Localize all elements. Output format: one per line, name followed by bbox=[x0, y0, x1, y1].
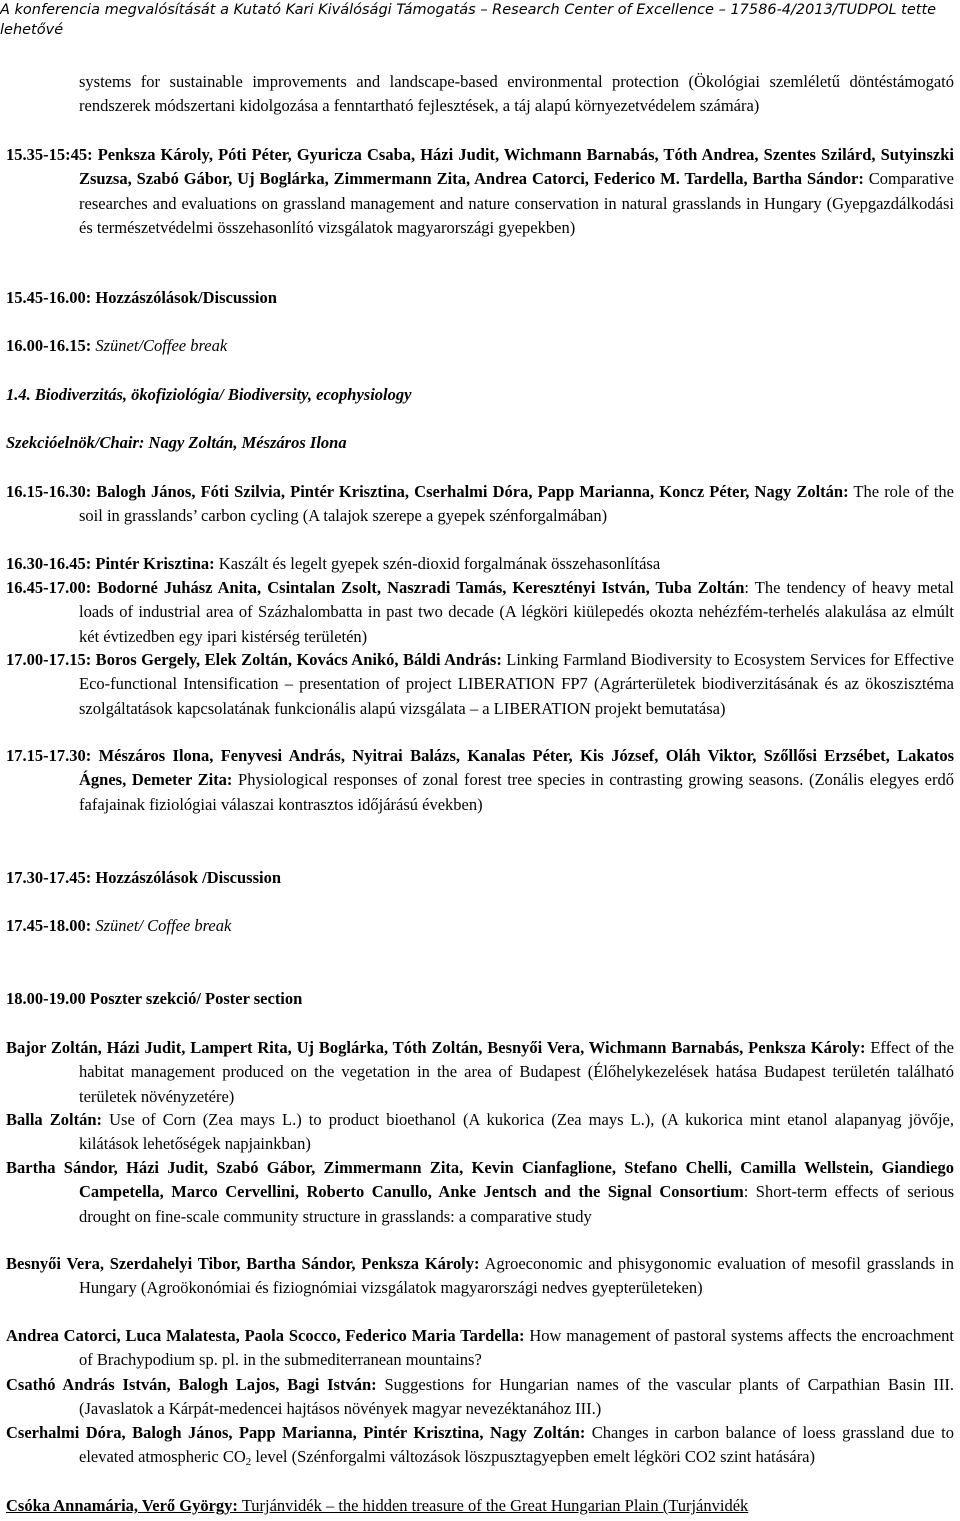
talk-1630: 16.30-16.45: Pintér Krisztina: Kaszált és legelt gyepek szén-dioxid forgalmának összehasonlítása bbox=[6, 554, 661, 573]
poster-8: Csóka Annamária, Verő György: Turjánvidék – the hidden treasure of the Great Hungarian Plain (Turjánvidék bbox=[6, 1496, 749, 1515]
coffee-break-1: 16.00-16.15: Szünet/Coffee break bbox=[6, 336, 228, 355]
section-title: 1.4. Biodiverzitás, ökofiziológia/ Biodiversity, ecophysiology bbox=[6, 385, 412, 404]
talk-1535 bbox=[6, 143, 954, 240]
talk-authors: Penksza Károly, Póti Péter, Gyuricza Csaba, Házi Judit, Wichmann Barnabás, Tóth Andrea, Szentes Szilárd, Sutyinszki Zsuzsa, Szabó Gábor, Uj Boglárka, Zimmermann Zita, Andrea Catorci, Federico M. Tardella, Bartha Sándor: bbox=[79, 145, 954, 189]
talk-1700: 17.00-17.15: Boros Gergely, Elek Zoltán, Kovács Anikó, Báldi András: Linking Farmland Biodiversity to Ecosystem Services for Effective Eco-functional Intensification – presentation of project LIBERATION FP7 (Agrárterületek biodiverzitásának és az ökoszisztéma szolgáltatások kapcsolatának funkcionális alapú vizsgálata – a LIBERATION projekt bemutatása) bbox=[6, 650, 954, 718]
poster-2: Balla Zoltán: Use of Corn (Zea mays L.) to product bioethanol (A kukorica (Zea mays L.), (A kukorica mint etanol alapanyag jövője, kilátások lehetőségek napjainkban) bbox=[6, 1110, 954, 1154]
coffee-break-2: 17.45-18.00: Szünet/ Coffee break bbox=[6, 916, 232, 935]
section-chair: Szekcióelnök/Chair: Nagy Zoltán, Mészáros Ilona bbox=[6, 433, 347, 452]
poster-section-title: 18.00-19.00 Poszter szekció/ Poster section bbox=[6, 989, 303, 1008]
intro-continuation: systems for sustainable improvements and landscape-based environmental protection (Ökológiai szemléletű döntéstámogató rendszerek módszertani kidolgozása a fenntartható fejlesztések, a táj alapú környezetvédelem számára) bbox=[79, 72, 954, 116]
talk-time: 15.35-15:45: bbox=[6, 145, 93, 164]
poster-6: Csathó András István, Balogh Lajos, Bagi István: Suggestions for Hungarian names of the vascular plants of Carpathian Basin III. (Javaslatok a Kárpát-medencei hajtásos növények magyar nevezéktanához III.) bbox=[6, 1375, 954, 1419]
discussion-2: 17.30-17.45: Hozzászólások /Discussion bbox=[6, 868, 282, 887]
header-text: A konferencia megvalósítását a Kutató Kari Kiválósági Támogatás – Research Center of Excellence – 17586-4/2013/TUDPOL tette lehetővé bbox=[0, 2, 937, 38]
talk-title: Comparative researches and evaluations on grassland management and nature conservation in natural grasslands in Hungary (Gyepgazdálkodási és természetvédelmi összehasonlító vizsgálatok magyarországi gyepekben) bbox=[79, 169, 954, 237]
discussion-1: 15.45-16.00: Hozzászólások/Discussion bbox=[6, 288, 277, 307]
poster-5: Andrea Catorci, Luca Malatesta, Paola Scocco, Federico Maria Tardella: How management of pastoral systems affects the encroachment of Brachypodium sp. pl. in the submediterranean mountains? bbox=[6, 1326, 954, 1370]
talk-1615: 16.15-16.30: Balogh János, Fóti Szilvia, Pintér Krisztina, Cserhalmi Dóra, Papp Marianna, Koncz Péter, Nagy Zoltán: The role of the soil in grasslands’ carbon cycling (A talajok szerepe a gyepek szénforgalmában) bbox=[6, 482, 954, 526]
poster-3: Bartha Sándor, Házi Judit, Szabó Gábor, Zimmermann Zita, Kevin Cianfaglione, Stefano Chelli, Camilla Wellstein, Giandiego Campetella, Marco Cervellini, Roberto Canullo, Anke Jentsch and the Signal Consortium: Short-term effects of serious drought on fine-scale community structure in grasslands: a comparative study bbox=[6, 1158, 954, 1226]
poster-1: Bajor Zoltán, Házi Judit, Lampert Rita, Uj Boglárka, Tóth Zoltán, Besnyői Vera, Wichmann Barnabás, Penksza Károly: Effect of the habitat management produced on the vegetation in the area of Budapest (Élőhelykezelések hatása Budapest területén található területek növényzetére) bbox=[6, 1038, 954, 1106]
talk-1645: 16.45-17.00: Bodorné Juhász Anita, Csintalan Zsolt, Naszradi Tamás, Keresztényi István, Tuba Zoltán: The tendency of heavy metal loads of industrial area of Százhalombatta in past two decade (A légköri kiülepedés okozta nehézfém-terhelés alakulása az elmúlt két évtizedben egy ipari kistérség területén) bbox=[6, 578, 954, 646]
talk-1715: 17.15-17.30: Mészáros Ilona, Fenyvesi András, Nyitrai Balázs, Kanalas Péter, Kis József, Oláh Viktor, Szőllősi Erzsébet, Lakatos Ágnes, Demeter Zita: Physiological responses of zonal forest tree species in contrasting growing seasons. (Zonális elegyes erdő fafajainak fiziológiai válaszai kontrasztos időjárású években) bbox=[6, 746, 954, 814]
poster-7: Cserhalmi Dóra, Balogh János, Papp Marianna, Pintér Krisztina, Nagy Zoltán: Changes in carbon balance of loess grassland due to elevated atmospheric $CO_2$ level (Szénforgalmi változások löszpusztagyepben emelt légköri CO2 szint hatására) bbox=[6, 1423, 954, 1469]
poster-4: Besnyői Vera, Szerdahelyi Tibor, Bartha Sándor, Penksza Károly: Agroeconomic and phisygonomic evaluation of mesofil grasslands in Hungary (Agroökonómiai és fiziognómiai vizsgálatok magyarországi nedves gyepterületeken) bbox=[6, 1254, 954, 1298]
